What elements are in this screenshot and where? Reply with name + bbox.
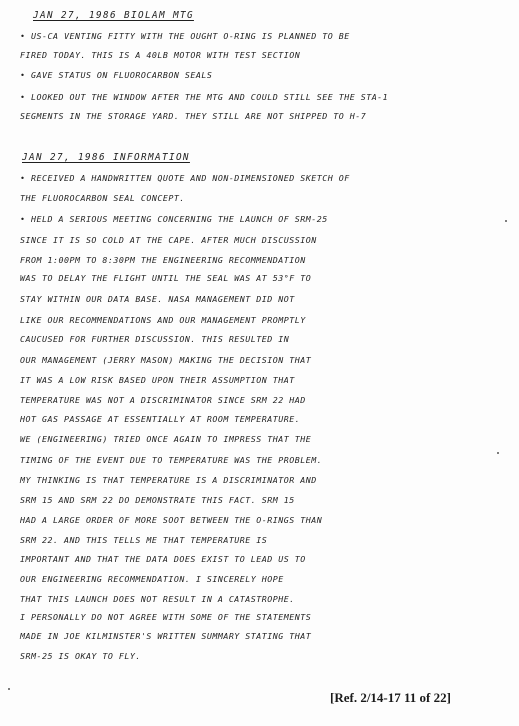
section-2-line-9: CAUCUSED FOR FURTHER DISCUSSION. THIS RESULTED IN <box>20 334 290 344</box>
section-2-line-20: IMPORTANT AND THAT THE DATA DOES EXIST TO LEAD US TO <box>20 554 306 564</box>
section-2-line-21: OUR ENGINEERING RECOMMENDATION. I SINCERELY HOPE <box>20 574 284 584</box>
section-2-line-8: LIKE OUR RECOMMENDATIONS AND OUR MANAGEMENT PROMPTLY <box>20 315 306 325</box>
section-2-line-5: FROM 1:00PM TO 8:30PM THE ENGINEERING RECOMMENDATION <box>20 255 306 265</box>
section-2-line-3: • HELD A SERIOUS MEETING CONCERNING THE LAUNCH OF SRM-25 <box>20 214 328 224</box>
section-2-line-17: SRM 15 AND SRM 22 DO DEMONSTRATE THIS FACT. SRM 15 <box>20 495 295 505</box>
section-2-line-11: IT WAS A LOW RISK BASED UPON THEIR ASSUMPTION THAT <box>20 375 295 385</box>
section-2-line-19: SRM 22. AND THIS TELLS ME THAT TEMPERATURE IS <box>20 535 268 545</box>
scan-speck <box>497 452 499 454</box>
section-2-line-15: TIMING OF THE EVENT DUE TO TEMPERATURE WAS THE PROBLEM. <box>20 455 323 465</box>
section-2-line-25: SRM-25 IS OKAY TO FLY. <box>20 651 141 661</box>
section-1-line-2: FIRED TODAY. THIS IS A 40LB MOTOR WITH TEST SECTION <box>20 50 301 60</box>
section-2-line-23: I PERSONALLY DO NOT AGREE WITH SOME OF THE STATEMENTS <box>20 612 312 622</box>
section-2-line-1: • RECEIVED A HANDWRITTEN QUOTE AND NON-DIMENSIONED SKETCH OF <box>20 173 350 183</box>
section-2-line-24: MADE IN JOE KILMINSTER'S WRITTEN SUMMARY STATING THAT <box>20 631 312 641</box>
section-2-heading: JAN 27, 1986 INFORMATION <box>22 152 190 163</box>
reference-label: [Ref. 2/14-17 11 of 22] <box>330 690 451 705</box>
section-2-line-12: TEMPERATURE WAS NOT A DISCRIMINATOR SINCE SRM 22 HAD <box>20 395 306 405</box>
section-2-line-13: HOT GAS PASSAGE AT ESSENTIALLY AT ROOM TEMPERATURE. <box>20 414 301 424</box>
scan-speck <box>8 688 10 690</box>
section-1-line-3: • GAVE STATUS ON FLUOROCARBON SEALS <box>20 70 213 80</box>
section-2-line-16: MY THINKING IS THAT TEMPERATURE IS A DISCRIMINATOR AND <box>20 475 317 485</box>
section-2-line-4: SINCE IT IS SO COLD AT THE CAPE. AFTER MUCH DISCUSSION <box>20 235 317 245</box>
section-2-line-6: WAS TO DELAY THE FLIGHT UNTIL THE SEAL WAS AT 53°F TO <box>20 273 312 283</box>
section-1-line-1: • US-CA VENTING FITTY WITH THE OUGHT O-RING IS PLANNED TO BE <box>20 31 350 41</box>
section-1-line-4: • LOOKED OUT THE WINDOW AFTER THE MTG AND COULD STILL SEE THE STA-1 <box>20 92 389 102</box>
section-2-line-18: HAD A LARGE ORDER OF MORE SOOT BETWEEN THE O-RINGS THAN <box>20 515 323 525</box>
section-2-line-22: THAT THIS LAUNCH DOES NOT RESULT IN A CATASTROPHE. <box>20 594 295 604</box>
section-2-line-7: STAY WITHIN OUR DATA BASE. NASA MANAGEMENT DID NOT <box>20 294 295 304</box>
section-2-line-10: OUR MANAGEMENT (JERRY MASON) MAKING THE DECISION THAT <box>20 355 312 365</box>
section-2-line-14: WE (ENGINEERING) TRIED ONCE AGAIN TO IMPRESS THAT THE <box>20 434 312 444</box>
section-1-heading: JAN 27, 1986 BIOLAM MTG <box>33 10 194 21</box>
section-2-line-2: THE FLUOROCARBON SEAL CONCEPT. <box>20 193 185 203</box>
scan-speck <box>505 220 507 222</box>
section-1-line-5: SEGMENTS IN THE STORAGE YARD. THEY STILL ARE NOT SHIPPED TO H-7 <box>20 111 367 121</box>
